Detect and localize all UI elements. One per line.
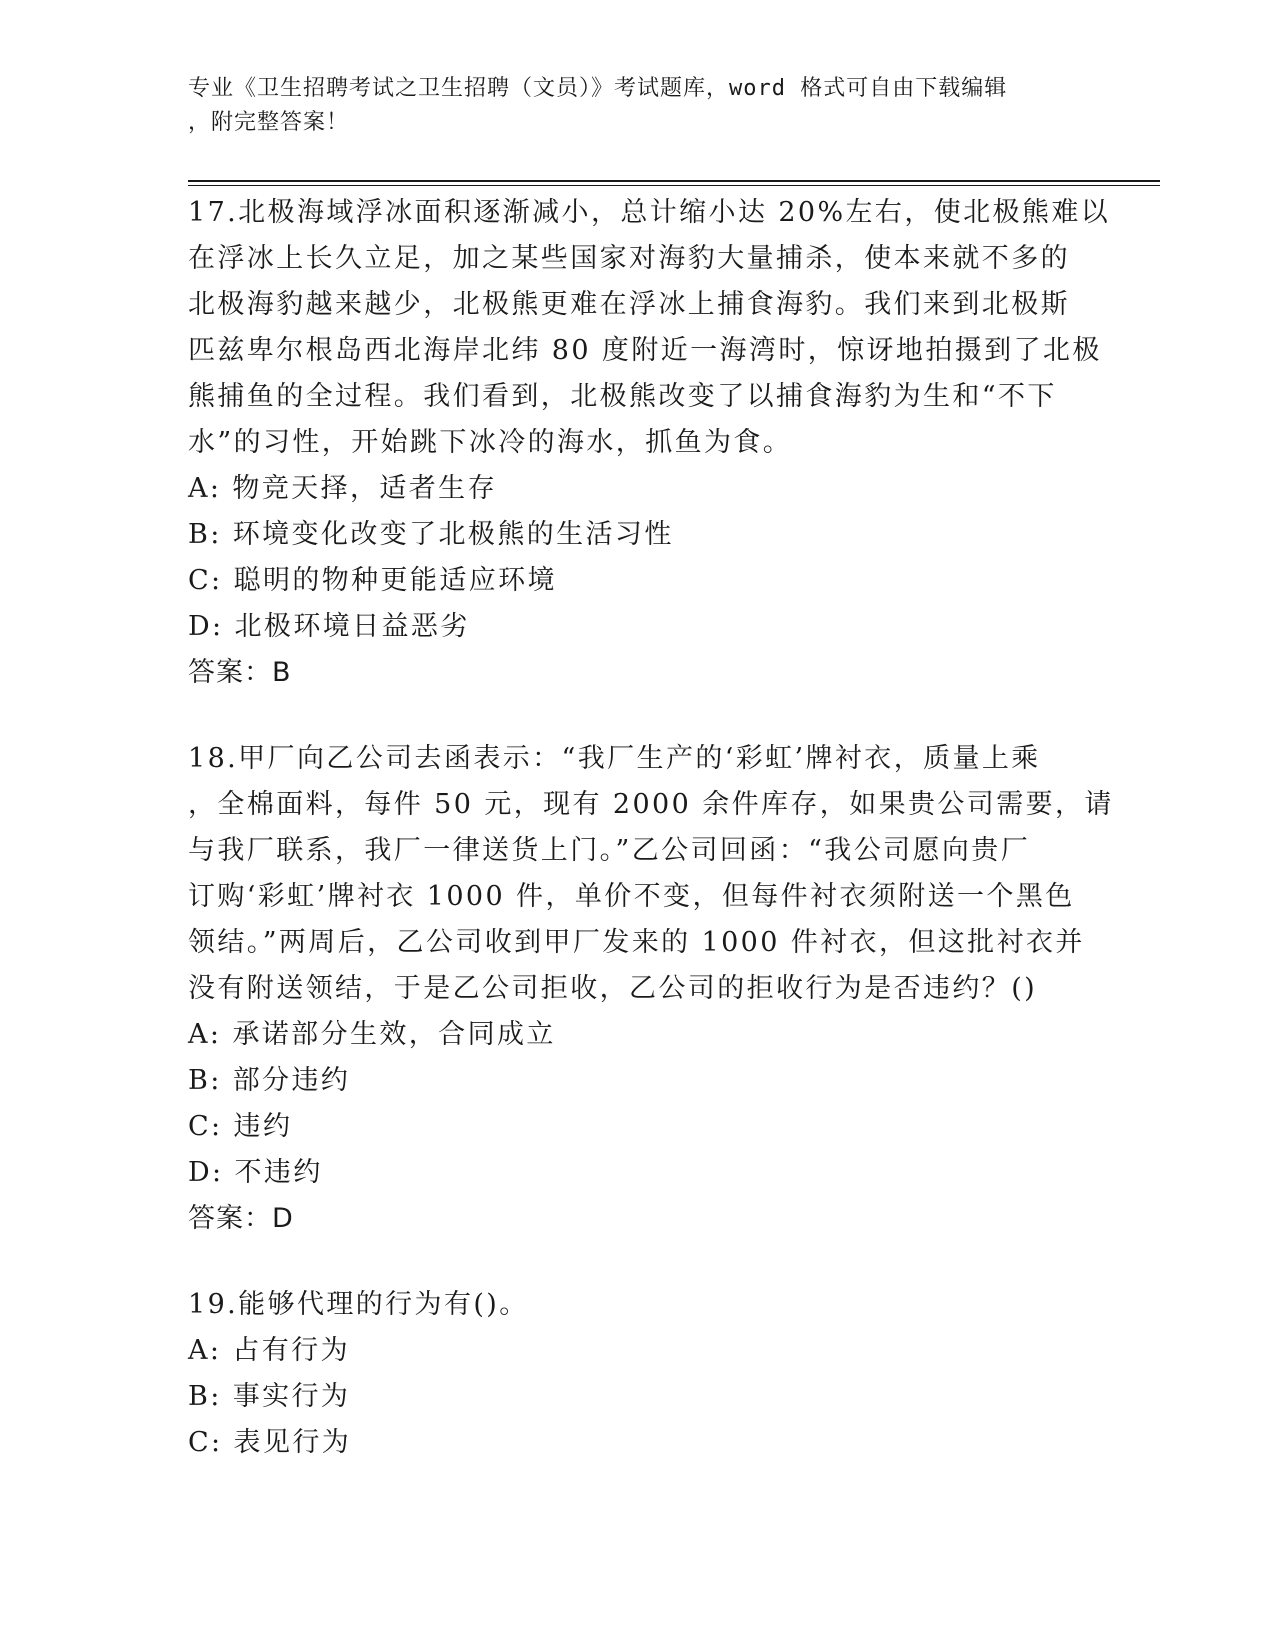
option-a: A: 占有行为 (188, 1335, 350, 1366)
option-a: A: 物竞天择，适者生存 (188, 473, 497, 504)
question-stem-line: 北极海豹越来越少，北极熊更难在浮冰上捕食海豹。我们来到北极斯 (188, 289, 1070, 320)
question-stem-line: 19.能够代理的行为有()。 (188, 1289, 529, 1320)
question-17 (188, 190, 1111, 696)
question-stem-line: 在浮冰上长久立足，加之某些国家对海豹大量捕杀，使本来就不多的 (188, 243, 1070, 274)
option-d: D: 北极环境日益恶劣 (188, 611, 470, 642)
header-line: 专业《卫生招聘考试之卫生招聘（文员）》考试题库，word 格式可自由下载编辑 (188, 76, 1008, 101)
option-c: C: 聪明的物种更能适应环境 (188, 565, 557, 596)
option-d: D: 不违约 (188, 1157, 323, 1188)
question-stem-line: 与我厂联系，我厂一律送货上门。”乙公司回函：“我公司愿向贵厂 (188, 835, 1031, 866)
option-b: B: 部分违约 (188, 1065, 351, 1096)
header-line: ，附完整答案！ (188, 110, 350, 135)
question-stem-line: 18.甲厂向乙公司去函表示：“我厂生产的‘彩虹’牌衬衣，质量上乘 (188, 743, 1041, 774)
header-divider (188, 180, 1160, 186)
answer-label: 答案：B (188, 657, 292, 688)
option-b: B: 事实行为 (188, 1381, 351, 1412)
question-stem-line: 水”的习性，开始跳下冰冷的海水，抓鱼为食。 (188, 427, 793, 458)
option-c: C: 表见行为 (188, 1427, 352, 1458)
question-stem-line: 没有附送领结，于是乙公司拒收，乙公司的拒收行为是否违约？() (188, 973, 1038, 1004)
question-stem-line: 匹兹卑尔根岛西北海岸北纬 80 度附近一海湾时，惊讶地拍摄到了北极 (188, 335, 1102, 366)
question-stem-line: 17.北极海域浮冰面积逐渐减小，总计缩小达 20%左右，使北极熊难以 (188, 197, 1111, 228)
question-stem-line: 领结。”两周后，乙公司收到甲厂发来的 1000 件衬衣，但这批衬衣并 (188, 927, 1085, 958)
document-header (188, 72, 1068, 140)
option-c: C: 违约 (188, 1111, 293, 1142)
question-list (188, 190, 1114, 1506)
question-stem-line: ，全棉面料，每件 50 元，现有 2000 余件库存，如果贵公司需要，请 (188, 789, 1114, 820)
question-19 (188, 1282, 1088, 1466)
answer-label: 答案：D (188, 1203, 294, 1234)
option-b: B: 环境变化改变了北极熊的生活习性 (188, 519, 674, 550)
question-stem-line: 熊捕鱼的全过程。我们看到，北极熊改变了以捕食海豹为生和“不下 (188, 381, 1057, 412)
question-18 (188, 736, 1114, 1242)
option-a: A: 承诺部分生效，合同成立 (188, 1019, 556, 1050)
question-stem-line: 订购‘彩虹’牌衬衣 1000 件，单价不变，但每件衬衣须附送一个黑色 (188, 881, 1075, 912)
